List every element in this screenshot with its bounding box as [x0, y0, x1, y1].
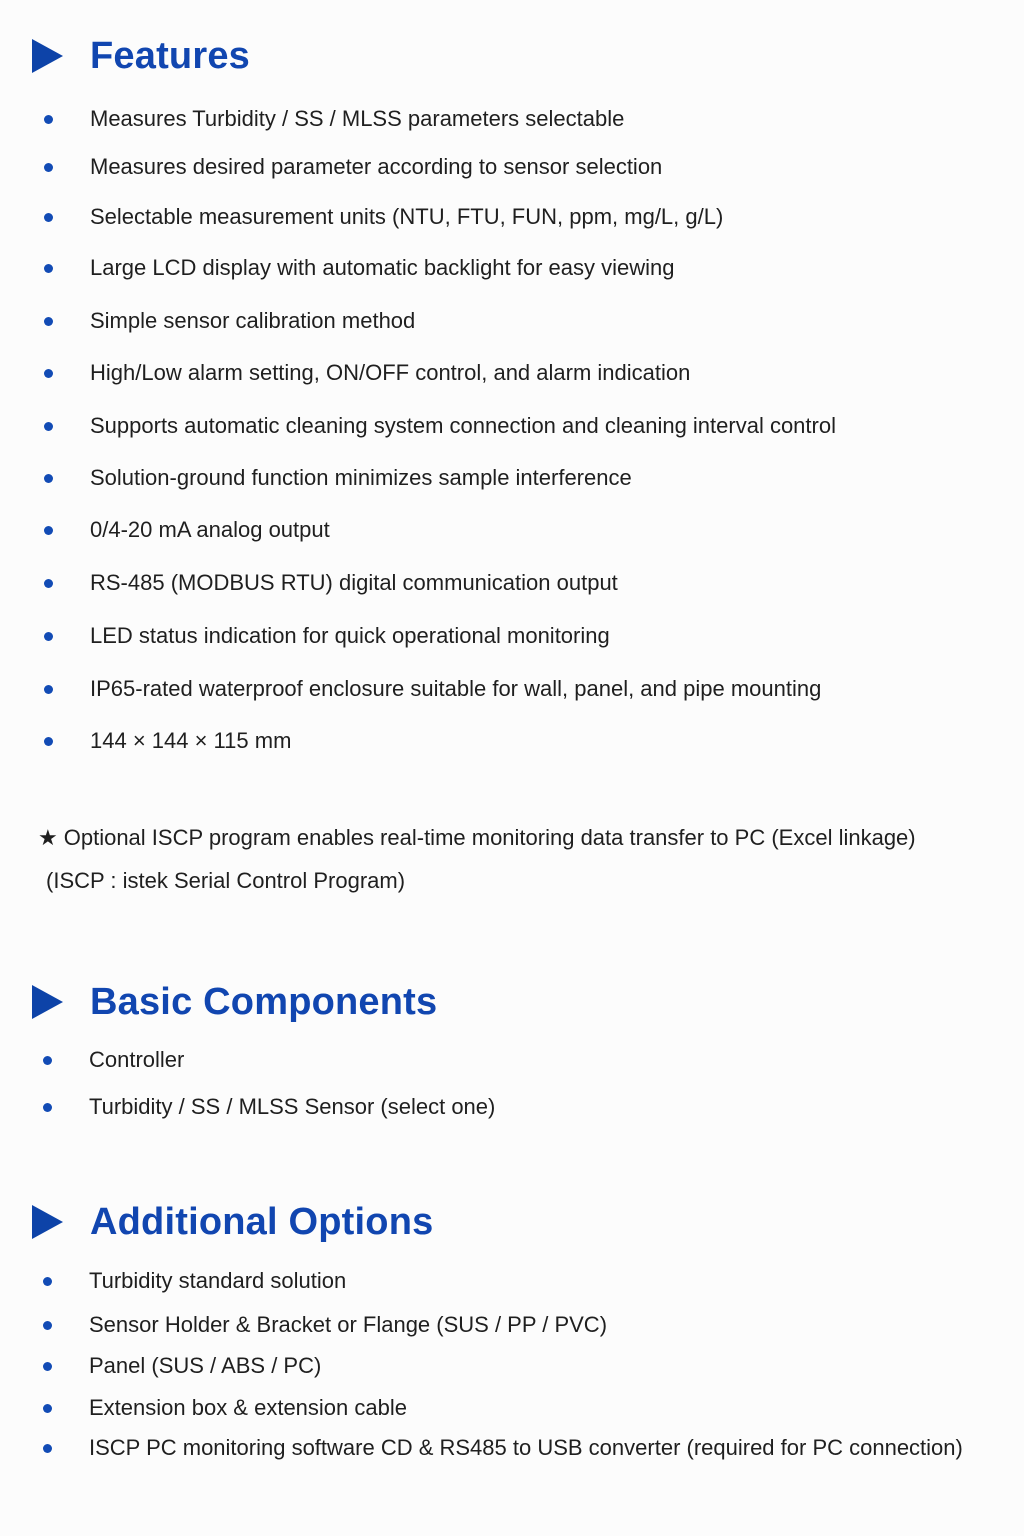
list-item-text: 0/4-20 mA analog output [90, 517, 330, 542]
iscp-note-subtext [46, 866, 405, 896]
iscp-note-text: Optional ISCP program enables real-time monitoring data transfer to PC (Excel linkage) [63, 825, 916, 850]
list-item-text: Turbidity / SS / MLSS Sensor (select one) [89, 1094, 496, 1119]
bullet-dot-icon [44, 115, 53, 124]
section-title: Additional Options [90, 1200, 434, 1243]
list-item-text: 144 × 144 × 115 mm [90, 728, 292, 753]
list-item [44, 726, 291, 756]
list-item-text: Large LCD display with automatic backlight for easy viewing [90, 255, 675, 280]
list-item-text: Measures desired parameter according to sensor selection [90, 154, 663, 179]
list-item-text: IP65-rated waterproof enclosure suitable for wall, panel, and pipe mounting [90, 676, 822, 701]
section-heading-basic-components [32, 978, 437, 1026]
list-item-text: High/Low alarm setting, ON/OFF control, and alarm indication [90, 360, 691, 385]
bullet-dot-icon [44, 474, 53, 483]
list-item [44, 202, 723, 232]
bullet-dot-icon [43, 1277, 52, 1286]
list-item-text: Turbidity standard solution [89, 1268, 347, 1293]
iscp-note [38, 823, 916, 853]
list-item [44, 515, 330, 545]
list-item [44, 568, 618, 598]
list-item [43, 1310, 607, 1340]
bullet-dot-icon [44, 632, 53, 641]
list-item [43, 1266, 346, 1296]
right-triangle-icon [32, 1205, 63, 1239]
list-item [44, 411, 836, 441]
bullet-dot-icon [43, 1103, 52, 1112]
list-item [44, 621, 610, 651]
list-item [44, 152, 662, 182]
bullet-dot-icon [44, 264, 53, 273]
list-item [44, 674, 821, 704]
bullet-dot-icon [44, 526, 53, 535]
bullet-dot-icon [44, 685, 53, 694]
bullet-dot-icon [44, 213, 53, 222]
iscp-definition: (ISCP : istek Serial Control Program) [46, 868, 406, 893]
bullet-dot-icon [44, 422, 53, 431]
list-item [43, 1393, 407, 1423]
bullet-dot-icon [43, 1362, 52, 1371]
bullet-dot-icon [44, 317, 53, 326]
list-item-text: Supports automatic cleaning system connection and cleaning interval control [90, 413, 836, 438]
list-item-text: Sensor Holder & Bracket or Flange (SUS / PP / PVC) [89, 1312, 608, 1337]
list-item-text: Panel (SUS / ABS / PC) [89, 1353, 322, 1378]
list-item-text: Selectable measurement units (NTU, FTU, FUN, ppm, mg/L, g/L) [90, 204, 724, 229]
list-item [44, 463, 632, 493]
bullet-dot-icon [44, 163, 53, 172]
list-item [43, 1433, 963, 1463]
list-item [43, 1351, 321, 1381]
list-item [44, 358, 690, 388]
star-icon: ★ [38, 825, 58, 850]
section-title: Features [90, 34, 251, 77]
right-triangle-icon [32, 39, 63, 73]
section-title: Basic Components [90, 980, 438, 1023]
bullet-dot-icon [43, 1321, 52, 1330]
section-heading-additional-options [32, 1198, 433, 1246]
right-triangle-icon [32, 985, 63, 1019]
list-item-text: Extension box & extension cable [89, 1395, 407, 1420]
bullet-dot-icon [43, 1056, 52, 1065]
bullet-dot-icon [43, 1404, 52, 1413]
bullet-dot-icon [44, 369, 53, 378]
list-item-text: ISCP PC monitoring software CD & RS485 to USB converter (required for PC connection) [89, 1435, 963, 1460]
list-item [43, 1045, 184, 1075]
list-item-text: Measures Turbidity / SS / MLSS parameters selectable [90, 106, 625, 131]
list-item-text: Simple sensor calibration method [90, 308, 416, 333]
list-item [43, 1092, 495, 1122]
list-item-text: LED status indication for quick operational monitoring [90, 623, 610, 648]
list-item-text: Solution-ground function minimizes sample interference [90, 465, 632, 490]
bullet-dot-icon [44, 579, 53, 588]
bullet-dot-icon [44, 737, 53, 746]
list-item [44, 253, 675, 283]
section-heading-features [32, 32, 250, 80]
list-item-text: Controller [89, 1047, 185, 1072]
bullet-dot-icon [43, 1444, 52, 1453]
list-item [44, 306, 415, 336]
list-item-text: RS-485 (MODBUS RTU) digital communication output [90, 570, 618, 595]
list-item [44, 104, 624, 134]
